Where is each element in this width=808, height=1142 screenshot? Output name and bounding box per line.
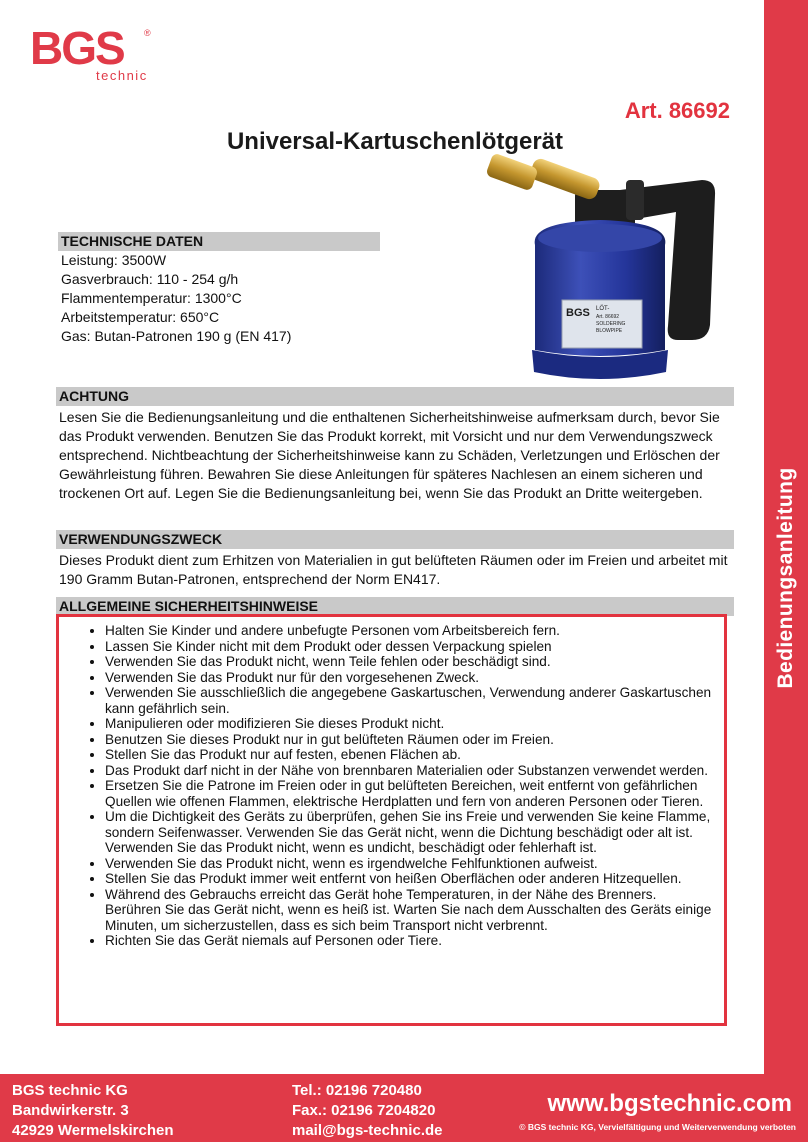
tech-data-section (58, 232, 380, 346)
tech-line: Gasverbrauch: 110 - 254 g/h (61, 271, 239, 287)
footer-fax: Fax.: 02196 7204820 (292, 1102, 436, 1119)
logo-text: BGS (30, 22, 124, 74)
logo-registered: ® (144, 28, 151, 38)
footer-contact (292, 1081, 443, 1141)
list-item: • Stellen Sie das Produkt immer weit entfernt von heißen Oberflächen oder anderen Hitzequellen. (105, 871, 716, 887)
product-image (470, 150, 730, 390)
footer (0, 1074, 808, 1142)
product-label-line2: Art. 86692 (596, 314, 620, 320)
product-label-brand: BGS (566, 307, 590, 319)
footer-mail[interactable]: mail@bgs-technic.de (292, 1122, 443, 1139)
list-item: • Stellen Sie das Produkt nur auf festen, ebenen Flächen ab. (105, 747, 716, 763)
footer-city: 42929 Wermelskirchen (12, 1122, 174, 1139)
safety-heading: ALLGEMEINE SICHERHEITSHINWEISE (56, 597, 734, 616)
safety-box (56, 614, 727, 1026)
footer-website-link[interactable]: www.bgstechnic.com (547, 1090, 792, 1117)
list-item: • Verwenden Sie das Produkt nur für den vorgesehenen Zweck. (105, 670, 716, 686)
list-item: • Ersetzen Sie die Patrone im Freien oder in gut belüfteten Bereichen, weit entfernt von gefährlichen Quellen wie offenen Flammen, elektrische Herdplatten und fern von anderen Personen oder Tieren. (105, 778, 716, 809)
list-item: • Benutzen Sie dieses Produkt nur in gut belüfteten Räumen oder im Freien. (105, 732, 716, 748)
achtung-text: Lesen Sie die Bedienungsanleitung und die enthaltenen Sicherheitshinweise aufmerksam durch, bevor Sie das Produkt verwenden. Benutzen Sie das Produkt korrekt, mit Vorsicht und nur dem Verwendungszweck entsprechend. Nichtbeachtung der Sicherheitshinweise kann zu Schäden, Verletzungen und Erlöschen der Gewährleistung führen. Bewahren Sie diese Anleitungen für späteres Nachlesen an einem sicheren und trockenen Ort auf. Legen Sie die Bedienungsanleitung bei, wenn Sie das Produkt an Dritte weitergeben. (59, 409, 720, 501)
article-number: Art. 86692 (624, 98, 730, 123)
footer-address (12, 1081, 174, 1141)
tech-line: Leistung: 3500W (61, 252, 167, 268)
product-label-line4: BLOWPIPE (596, 328, 623, 334)
list-item: • Richten Sie das Gerät niemals auf Personen oder Tiere. (105, 933, 716, 949)
footer-street: Bandwirkerstr. 3 (12, 1102, 129, 1119)
footer-company: BGS technic KG (12, 1082, 128, 1099)
page-title: Universal-Kartuschenlötgerät (226, 128, 564, 155)
list-item: • Das Produkt darf nicht in der Nähe von brennbaren Materialien oder Substanzen verwendet werden. (105, 763, 716, 779)
zweck-heading: VERWENDUNGSZWECK (56, 530, 734, 549)
list-item: • Verwenden Sie ausschließlich die angegebene Gaskartuschen, Verwendung anderer Gaskartuschen kann gefährlich sein. (105, 685, 716, 716)
tech-data-heading: TECHNISCHE DATEN (58, 232, 380, 251)
logo-subtext: technic (96, 68, 148, 83)
list-item: • Um die Dichtigkeit des Geräts zu überprüfen, gehen Sie ins Freie und verwenden Sie keine Flamme, sondern Seifenwasser. Verwenden Sie das Gerät nicht, wenn die Dichtung beschädigt oder alt ist. Verwenden Sie das Produkt nicht, wenn es undicht, beschädigt oder fehlerhaft ist. (105, 809, 716, 856)
list-item: • Verwenden Sie das Produkt nicht, wenn Teile fehlen oder beschädigt sind. (105, 654, 716, 670)
tech-line: Arbeitstemperatur: 650°C (61, 309, 220, 325)
footer-tel: Tel.: 02196 720480 (292, 1082, 422, 1099)
sidebar-band (764, 0, 808, 1074)
tech-line: Gas: Butan-Patronen 190 g (EN 417) (61, 328, 292, 344)
product-label-line1: LÖT- (596, 306, 610, 312)
achtung-section (56, 387, 734, 503)
safety-list (67, 623, 716, 949)
zweck-text: Dieses Produkt dient zum Erhitzen von Materialien in gut belüfteten Räumen oder im Freien und arbeitet mit 190 Gramm Butan-Patronen, entsprechend der Norm EN417. (59, 552, 728, 587)
tech-line: Flammentemperatur: 1300°C (61, 290, 242, 306)
achtung-heading: ACHTUNG (56, 387, 734, 406)
sidebar-label: Bedienungsanleitung (774, 467, 797, 689)
list-item: • Verwenden Sie das Produkt nicht, wenn es irgendwelche Fehlfunktionen aufweist. (105, 856, 716, 872)
list-item: • Manipulieren oder modifizieren Sie dieses Produkt nicht. (105, 716, 716, 732)
footer-copyright: © BGS technic KG, Vervielfältigung und Weiterverwendung verboten (519, 1122, 796, 1132)
zweck-section (56, 530, 734, 589)
bgs-logo (28, 22, 156, 84)
list-item: • Halten Sie Kinder und andere unbefugte Personen vom Arbeitsbereich fern. (105, 623, 716, 639)
product-label-line3: SOLDERING (596, 321, 626, 327)
list-item: • Während des Gebrauchs erreicht das Gerät hohe Temperaturen, in der Nähe des Brenners. Berühren Sie das Gerät nicht, wenn es heiß ist. Warten Sie nach dem Ausschalten des Geräts einige Minuten, um sicherzustellen, dass es sich beim Transport nicht verbrennt. (105, 887, 716, 934)
list-item: • Lassen Sie Kinder nicht mit dem Produkt oder dessen Verpackung spielen (105, 639, 716, 655)
